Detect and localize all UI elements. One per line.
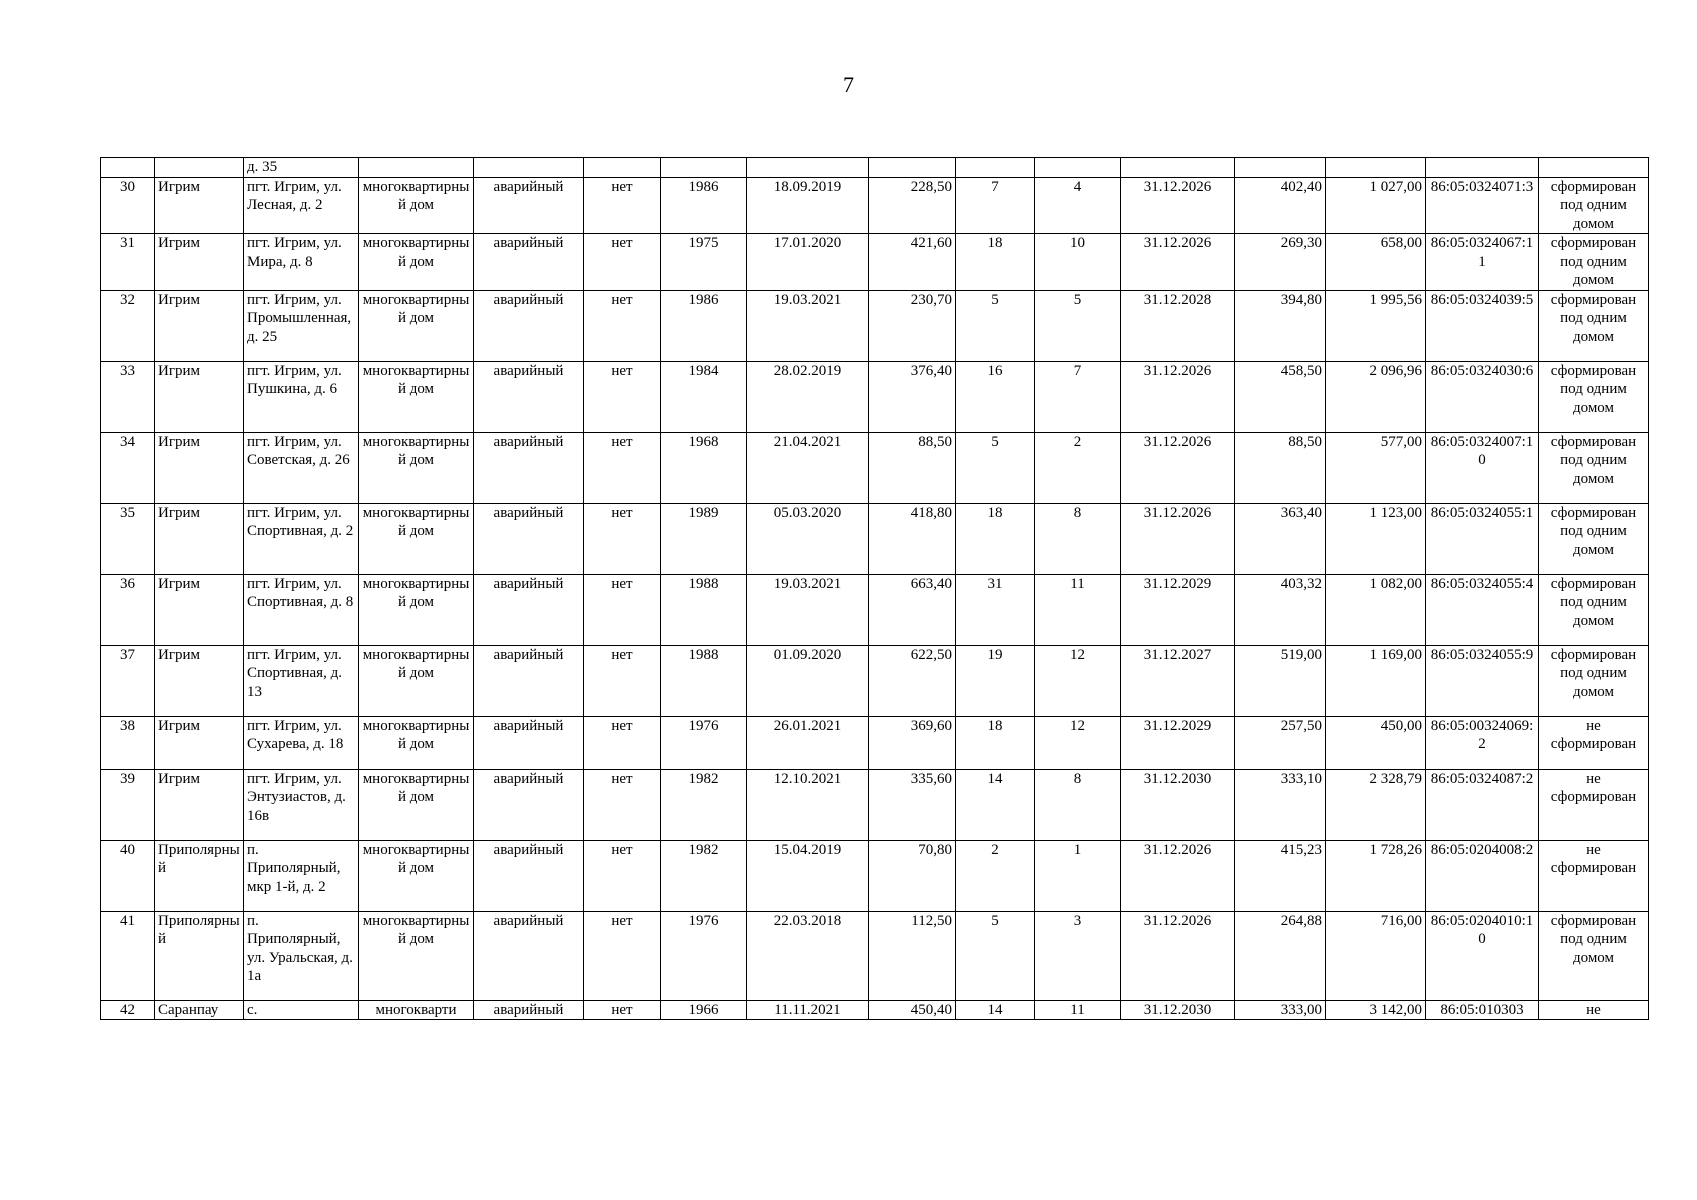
cell-year: 1984 <box>661 361 747 432</box>
cell-cadastral: 86:05:010303 <box>1426 1000 1539 1020</box>
cell-type: многоквартирный дом <box>359 432 474 503</box>
cell-area: 450,40 <box>869 1000 956 1020</box>
cell-area: 335,60 <box>869 769 956 840</box>
cell-year: 1989 <box>661 503 747 574</box>
cell-date: 15.04.2019 <box>747 840 869 911</box>
table-row <box>101 234 1649 291</box>
cell-sum2: 577,00 <box>1326 432 1426 503</box>
table-row <box>101 574 1649 645</box>
cell-date: 12.10.2021 <box>747 769 869 840</box>
cell-flag: нет <box>584 645 661 716</box>
cell-sum2: 3 142,00 <box>1326 1000 1426 1020</box>
cell-deadline: 31.12.2028 <box>1121 290 1235 361</box>
cell-deadline: 31.12.2026 <box>1121 177 1235 234</box>
cell-rooms: 8 <box>1035 769 1121 840</box>
cell-cadastral: 86:05:0324030:6 <box>1426 361 1539 432</box>
cell-area: 376,40 <box>869 361 956 432</box>
cell-address: пгт. Игрим, ул. Энтузиастов, д. 16в <box>244 769 359 840</box>
cell-year: 1982 <box>661 840 747 911</box>
cell-address: пгт. Игрим, ул. Мира, д. 8 <box>244 234 359 291</box>
cell-address: пгт. Игрим, ул. Лесная, д. 2 <box>244 177 359 234</box>
cell-sum2: 716,00 <box>1326 911 1426 1000</box>
cell-area: 112,50 <box>869 911 956 1000</box>
cell-num: 34 <box>101 432 155 503</box>
cell-settlement: Игрим <box>155 234 244 291</box>
cell-year: 1976 <box>661 716 747 769</box>
cell-area: 418,80 <box>869 503 956 574</box>
cell-deadline: 31.12.2029 <box>1121 716 1235 769</box>
cell-year: 1986 <box>661 177 747 234</box>
cell-type: многоквартирный дом <box>359 177 474 234</box>
cell-sum1: 257,50 <box>1235 716 1326 769</box>
cell-num: 33 <box>101 361 155 432</box>
cell-land: сформирован под одним домом <box>1539 574 1649 645</box>
cell-flag: нет <box>584 769 661 840</box>
cell-cadastral: 86:05:0324055:1 <box>1426 503 1539 574</box>
cell-status: аварийный <box>474 716 584 769</box>
cell-address: д. 35 <box>244 158 359 178</box>
cell-sum2: 1 123,00 <box>1326 503 1426 574</box>
cell-type: многоквартирный дом <box>359 716 474 769</box>
cell-year: 1982 <box>661 769 747 840</box>
cell-num: 36 <box>101 574 155 645</box>
cell-area: 230,70 <box>869 290 956 361</box>
cell-year: 1975 <box>661 234 747 291</box>
cell-status: аварийный <box>474 645 584 716</box>
cell-date: 28.02.2019 <box>747 361 869 432</box>
cell-type: многоквартирный дом <box>359 911 474 1000</box>
cell-status: аварийный <box>474 769 584 840</box>
cell-sum2: 1 995,56 <box>1326 290 1426 361</box>
cell-settlement: Приполярный <box>155 911 244 1000</box>
cell-address: пгт. Игрим, ул. Спортивная, д. 8 <box>244 574 359 645</box>
cell-sum2: 1 027,00 <box>1326 177 1426 234</box>
cell-sum2 <box>1326 158 1426 178</box>
cell-address: п. Приполярный, ул. Уральская, д. 1а <box>244 911 359 1000</box>
cell-deadline <box>1121 158 1235 178</box>
cell-sum1: 88,50 <box>1235 432 1326 503</box>
table-row <box>101 769 1649 840</box>
cell-flag: нет <box>584 911 661 1000</box>
cell-status <box>474 158 584 178</box>
cell-sum2: 2 096,96 <box>1326 361 1426 432</box>
cell-year: 1968 <box>661 432 747 503</box>
cell-num: 41 <box>101 911 155 1000</box>
cell-address: пгт. Игрим, ул. Спортивная, д. 13 <box>244 645 359 716</box>
cell-num: 38 <box>101 716 155 769</box>
cell-date: 01.09.2020 <box>747 645 869 716</box>
cell-persons: 14 <box>956 1000 1035 1020</box>
cell-sum2: 1 728,26 <box>1326 840 1426 911</box>
cell-year: 1986 <box>661 290 747 361</box>
cell-year: 1966 <box>661 1000 747 1020</box>
cell-year: 1988 <box>661 645 747 716</box>
cell-settlement: Игрим <box>155 716 244 769</box>
cell-land: не сформирован <box>1539 769 1649 840</box>
cell-rooms: 12 <box>1035 716 1121 769</box>
cell-sum1 <box>1235 158 1326 178</box>
cell-address: пгт. Игрим, ул. Спортивная, д. 2 <box>244 503 359 574</box>
cell-cadastral: 86:05:0324067:11 <box>1426 234 1539 291</box>
cell-type: многоквартирный дом <box>359 769 474 840</box>
cell-area: 421,60 <box>869 234 956 291</box>
cell-type: многоквартирный дом <box>359 574 474 645</box>
cell-num <box>101 158 155 178</box>
cell-persons <box>956 158 1035 178</box>
cell-status: аварийный <box>474 1000 584 1020</box>
cell-type: многоквартирный дом <box>359 840 474 911</box>
registry-body <box>101 158 1649 1020</box>
cell-rooms: 4 <box>1035 177 1121 234</box>
cell-sum1: 264,88 <box>1235 911 1326 1000</box>
cell-land: сформирован под одним домом <box>1539 290 1649 361</box>
cell-sum2: 2 328,79 <box>1326 769 1426 840</box>
cell-settlement: Игрим <box>155 361 244 432</box>
table-row <box>101 716 1649 769</box>
cell-persons: 2 <box>956 840 1035 911</box>
cell-sum1: 333,10 <box>1235 769 1326 840</box>
cell-date: 19.03.2021 <box>747 574 869 645</box>
cell-address: с. <box>244 1000 359 1020</box>
cell-num: 40 <box>101 840 155 911</box>
cell-deadline: 31.12.2026 <box>1121 503 1235 574</box>
cell-address: пгт. Игрим, ул. Сухарева, д. 18 <box>244 716 359 769</box>
cell-deadline: 31.12.2030 <box>1121 1000 1235 1020</box>
cell-settlement: Игрим <box>155 432 244 503</box>
cell-type: многоквартирный дом <box>359 645 474 716</box>
cell-rooms: 11 <box>1035 1000 1121 1020</box>
table-row <box>101 432 1649 503</box>
cell-flag: нет <box>584 234 661 291</box>
cell-area: 228,50 <box>869 177 956 234</box>
cell-cadastral: 86:05:0324055:9 <box>1426 645 1539 716</box>
cell-cadastral: 86:05:0324071:3 <box>1426 177 1539 234</box>
cell-num: 30 <box>101 177 155 234</box>
cell-sum1: 363,40 <box>1235 503 1326 574</box>
cell-land: сформирован под одним домом <box>1539 361 1649 432</box>
cell-rooms: 11 <box>1035 574 1121 645</box>
cell-deadline: 31.12.2026 <box>1121 911 1235 1000</box>
cell-persons: 31 <box>956 574 1035 645</box>
cell-sum2: 658,00 <box>1326 234 1426 291</box>
cell-rooms: 8 <box>1035 503 1121 574</box>
cell-area: 663,40 <box>869 574 956 645</box>
cell-status: аварийный <box>474 432 584 503</box>
cell-flag: нет <box>584 840 661 911</box>
cell-type: многокварти <box>359 1000 474 1020</box>
cell-land <box>1539 158 1649 178</box>
cell-flag: нет <box>584 290 661 361</box>
cell-persons: 18 <box>956 503 1035 574</box>
cell-persons: 7 <box>956 177 1035 234</box>
housing-registry-table <box>100 157 1649 1020</box>
cell-type: многоквартирный дом <box>359 290 474 361</box>
cell-settlement <box>155 158 244 178</box>
cell-sum2: 450,00 <box>1326 716 1426 769</box>
cell-persons: 16 <box>956 361 1035 432</box>
cell-status: аварийный <box>474 234 584 291</box>
cell-sum1: 403,32 <box>1235 574 1326 645</box>
cell-date: 18.09.2019 <box>747 177 869 234</box>
cell-deadline: 31.12.2027 <box>1121 645 1235 716</box>
cell-flag: нет <box>584 1000 661 1020</box>
cell-status: аварийный <box>474 361 584 432</box>
cell-area <box>869 158 956 178</box>
cell-persons: 18 <box>956 234 1035 291</box>
cell-settlement: Игрим <box>155 290 244 361</box>
cell-status: аварийный <box>474 290 584 361</box>
cell-date: 17.01.2020 <box>747 234 869 291</box>
cell-cadastral: 86:05:0324055:4 <box>1426 574 1539 645</box>
cell-settlement: Игрим <box>155 177 244 234</box>
cell-sum1: 519,00 <box>1235 645 1326 716</box>
cell-cadastral: 86:05:0324087:2 <box>1426 769 1539 840</box>
cell-rooms: 3 <box>1035 911 1121 1000</box>
cell-flag: нет <box>584 574 661 645</box>
cell-num: 42 <box>101 1000 155 1020</box>
cell-deadline: 31.12.2026 <box>1121 234 1235 291</box>
cell-rooms: 10 <box>1035 234 1121 291</box>
cell-flag: нет <box>584 503 661 574</box>
cell-settlement: Саранпау <box>155 1000 244 1020</box>
table-row <box>101 290 1649 361</box>
cell-date: 22.03.2018 <box>747 911 869 1000</box>
cell-rooms: 1 <box>1035 840 1121 911</box>
cell-type: многоквартирный дом <box>359 361 474 432</box>
cell-sum1: 458,50 <box>1235 361 1326 432</box>
cell-year: 1976 <box>661 911 747 1000</box>
cell-num: 37 <box>101 645 155 716</box>
cell-type: многоквартирный дом <box>359 503 474 574</box>
cell-deadline: 31.12.2026 <box>1121 432 1235 503</box>
table-row <box>101 503 1649 574</box>
cell-land: сформирован под одним домом <box>1539 234 1649 291</box>
cell-address: пгт. Игрим, ул. Промышленная, д. 25 <box>244 290 359 361</box>
cell-date <box>747 158 869 178</box>
cell-date: 26.01.2021 <box>747 716 869 769</box>
cell-type: многоквартирный дом <box>359 234 474 291</box>
cell-land: сформирован под одним домом <box>1539 503 1649 574</box>
cell-land: сформирован под одним домом <box>1539 432 1649 503</box>
cell-land: не сформирован <box>1539 716 1649 769</box>
cell-land: сформирован под одним домом <box>1539 911 1649 1000</box>
cell-type <box>359 158 474 178</box>
cell-date: 19.03.2021 <box>747 290 869 361</box>
cell-sum1: 333,00 <box>1235 1000 1326 1020</box>
cell-deadline: 31.12.2030 <box>1121 769 1235 840</box>
cell-year: 1988 <box>661 574 747 645</box>
cell-address: пгт. Игрим, ул. Пушкина, д. 6 <box>244 361 359 432</box>
cell-area: 622,50 <box>869 645 956 716</box>
cell-persons: 18 <box>956 716 1035 769</box>
cell-num: 35 <box>101 503 155 574</box>
cell-num: 39 <box>101 769 155 840</box>
table-row <box>101 177 1649 234</box>
cell-cadastral: 86:05:0324007:10 <box>1426 432 1539 503</box>
cell-area: 88,50 <box>869 432 956 503</box>
cell-flag <box>584 158 661 178</box>
table-row <box>101 911 1649 1000</box>
cell-settlement: Игрим <box>155 769 244 840</box>
cell-status: аварийный <box>474 911 584 1000</box>
table-row <box>101 840 1649 911</box>
cell-address: п. Приполярный, мкр 1-й, д. 2 <box>244 840 359 911</box>
continuation-row <box>101 158 1649 178</box>
cell-num: 31 <box>101 234 155 291</box>
cell-status: аварийный <box>474 177 584 234</box>
cell-status: аварийный <box>474 574 584 645</box>
cell-land: сформирован под одним домом <box>1539 645 1649 716</box>
cell-status: аварийный <box>474 503 584 574</box>
cell-rooms: 7 <box>1035 361 1121 432</box>
table-row <box>101 1000 1649 1020</box>
page-number: 7 <box>843 72 854 97</box>
cell-area: 70,80 <box>869 840 956 911</box>
cell-land: сформирован под одним домом <box>1539 177 1649 234</box>
cell-settlement: Игрим <box>155 574 244 645</box>
cell-cadastral: 86:05:0204008:2 <box>1426 840 1539 911</box>
cell-flag: нет <box>584 716 661 769</box>
cell-status: аварийный <box>474 840 584 911</box>
cell-sum2: 1 082,00 <box>1326 574 1426 645</box>
cell-rooms <box>1035 158 1121 178</box>
cell-deadline: 31.12.2029 <box>1121 574 1235 645</box>
cell-sum1: 394,80 <box>1235 290 1326 361</box>
cell-land: не сформирован <box>1539 840 1649 911</box>
table-row <box>101 645 1649 716</box>
cell-sum1: 415,23 <box>1235 840 1326 911</box>
cell-date: 05.03.2020 <box>747 503 869 574</box>
cell-cadastral: 86:05:0204010:10 <box>1426 911 1539 1000</box>
cell-sum2: 1 169,00 <box>1326 645 1426 716</box>
cell-cadastral: 86:05:0324039:5 <box>1426 290 1539 361</box>
cell-sum1: 269,30 <box>1235 234 1326 291</box>
cell-deadline: 31.12.2026 <box>1121 840 1235 911</box>
cell-persons: 19 <box>956 645 1035 716</box>
cell-num: 32 <box>101 290 155 361</box>
cell-persons: 5 <box>956 290 1035 361</box>
cell-cadastral <box>1426 158 1539 178</box>
cell-deadline: 31.12.2026 <box>1121 361 1235 432</box>
cell-sum1: 402,40 <box>1235 177 1326 234</box>
cell-settlement: Игрим <box>155 645 244 716</box>
cell-date: 11.11.2021 <box>747 1000 869 1020</box>
cell-persons: 5 <box>956 911 1035 1000</box>
cell-area: 369,60 <box>869 716 956 769</box>
cell-persons: 5 <box>956 432 1035 503</box>
cell-land: не <box>1539 1000 1649 1020</box>
cell-year <box>661 158 747 178</box>
table-row <box>101 361 1649 432</box>
cell-rooms: 12 <box>1035 645 1121 716</box>
cell-flag: нет <box>584 361 661 432</box>
cell-persons: 14 <box>956 769 1035 840</box>
cell-settlement: Приполярный <box>155 840 244 911</box>
cell-rooms: 2 <box>1035 432 1121 503</box>
cell-flag: нет <box>584 177 661 234</box>
cell-address: пгт. Игрим, ул. Советская, д. 26 <box>244 432 359 503</box>
cell-flag: нет <box>584 432 661 503</box>
cell-date: 21.04.2021 <box>747 432 869 503</box>
cell-rooms: 5 <box>1035 290 1121 361</box>
cell-settlement: Игрим <box>155 503 244 574</box>
cell-cadastral: 86:05:00324069:2 <box>1426 716 1539 769</box>
